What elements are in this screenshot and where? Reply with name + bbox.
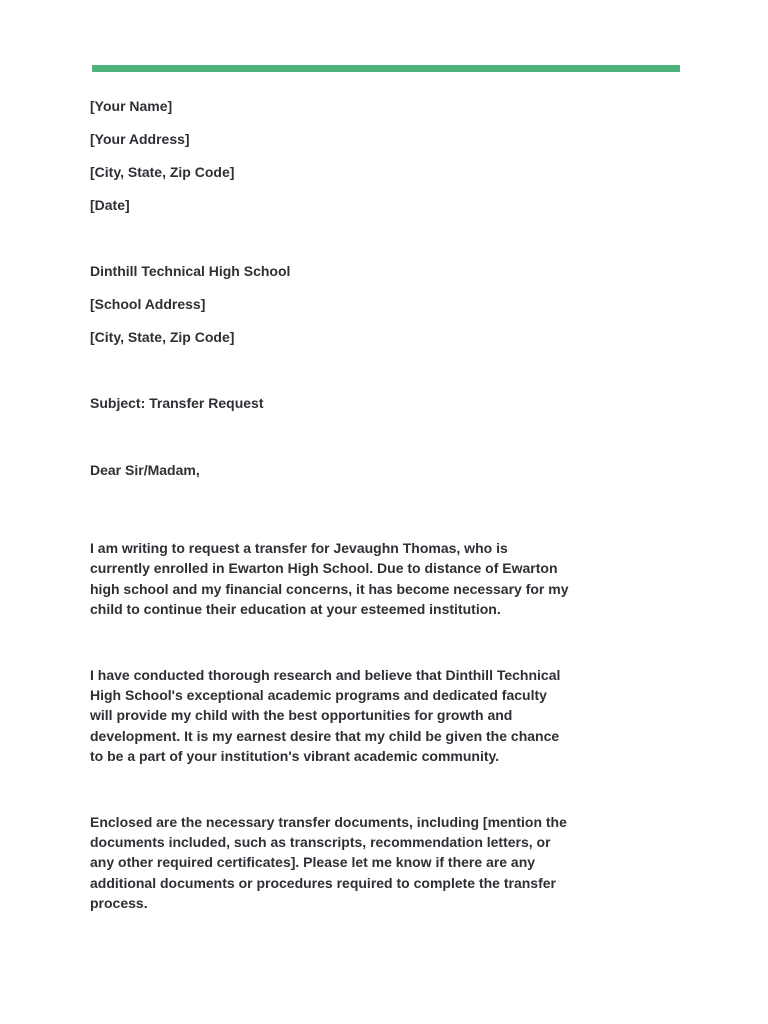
section-spacer <box>90 767 570 812</box>
header-accent-bar <box>92 65 680 72</box>
sender-name: [Your Name] <box>90 98 173 114</box>
body-paragraph-3: Enclosed are the necessary transfer documents, including [mention the documents included, such as transcripts, recommendation letters, or any other required certificates]. Please let me know if there are any additional documents or procedures required to complete the transfer process. <box>90 813 567 912</box>
letter-date: [Date] <box>90 197 130 213</box>
section-spacer <box>90 426 570 460</box>
sender-city-state-zip: [City, State, Zip Code] <box>90 164 235 180</box>
subject-line: Subject: Transfer Request <box>90 395 264 411</box>
section-spacer <box>90 228 570 261</box>
recipient-address: [School Address] <box>90 296 206 312</box>
recipient-city-state-zip: [City, State, Zip Code] <box>90 329 235 345</box>
sender-address: [Your Address] <box>90 131 190 147</box>
section-spacer <box>90 620 570 665</box>
body-paragraph-2: I have conducted thorough research and believe that Dinthill Technical High School's exceptional academic programs and dedicated faculty will provide my child with the best opportunities for growth and development. It is my earnest desire that my child be given the chance to be a part of your institution's vibrant academic community. <box>90 666 561 765</box>
body-paragraph-1: I am writing to request a transfer for Jevaughn Thomas, who is currently enrolled in Ewarton High School. Due to distance of Ewarton high school and my financial concerns, it has become necessary for my child to continue their education at your esteemed institution. <box>90 540 569 618</box>
section-spacer <box>90 360 570 393</box>
letter-document <box>90 96 570 914</box>
section-spacer <box>90 493 570 538</box>
recipient-school-name: Dinthill Technical High School <box>90 263 291 279</box>
salutation: Dear Sir/Madam, <box>90 462 200 478</box>
